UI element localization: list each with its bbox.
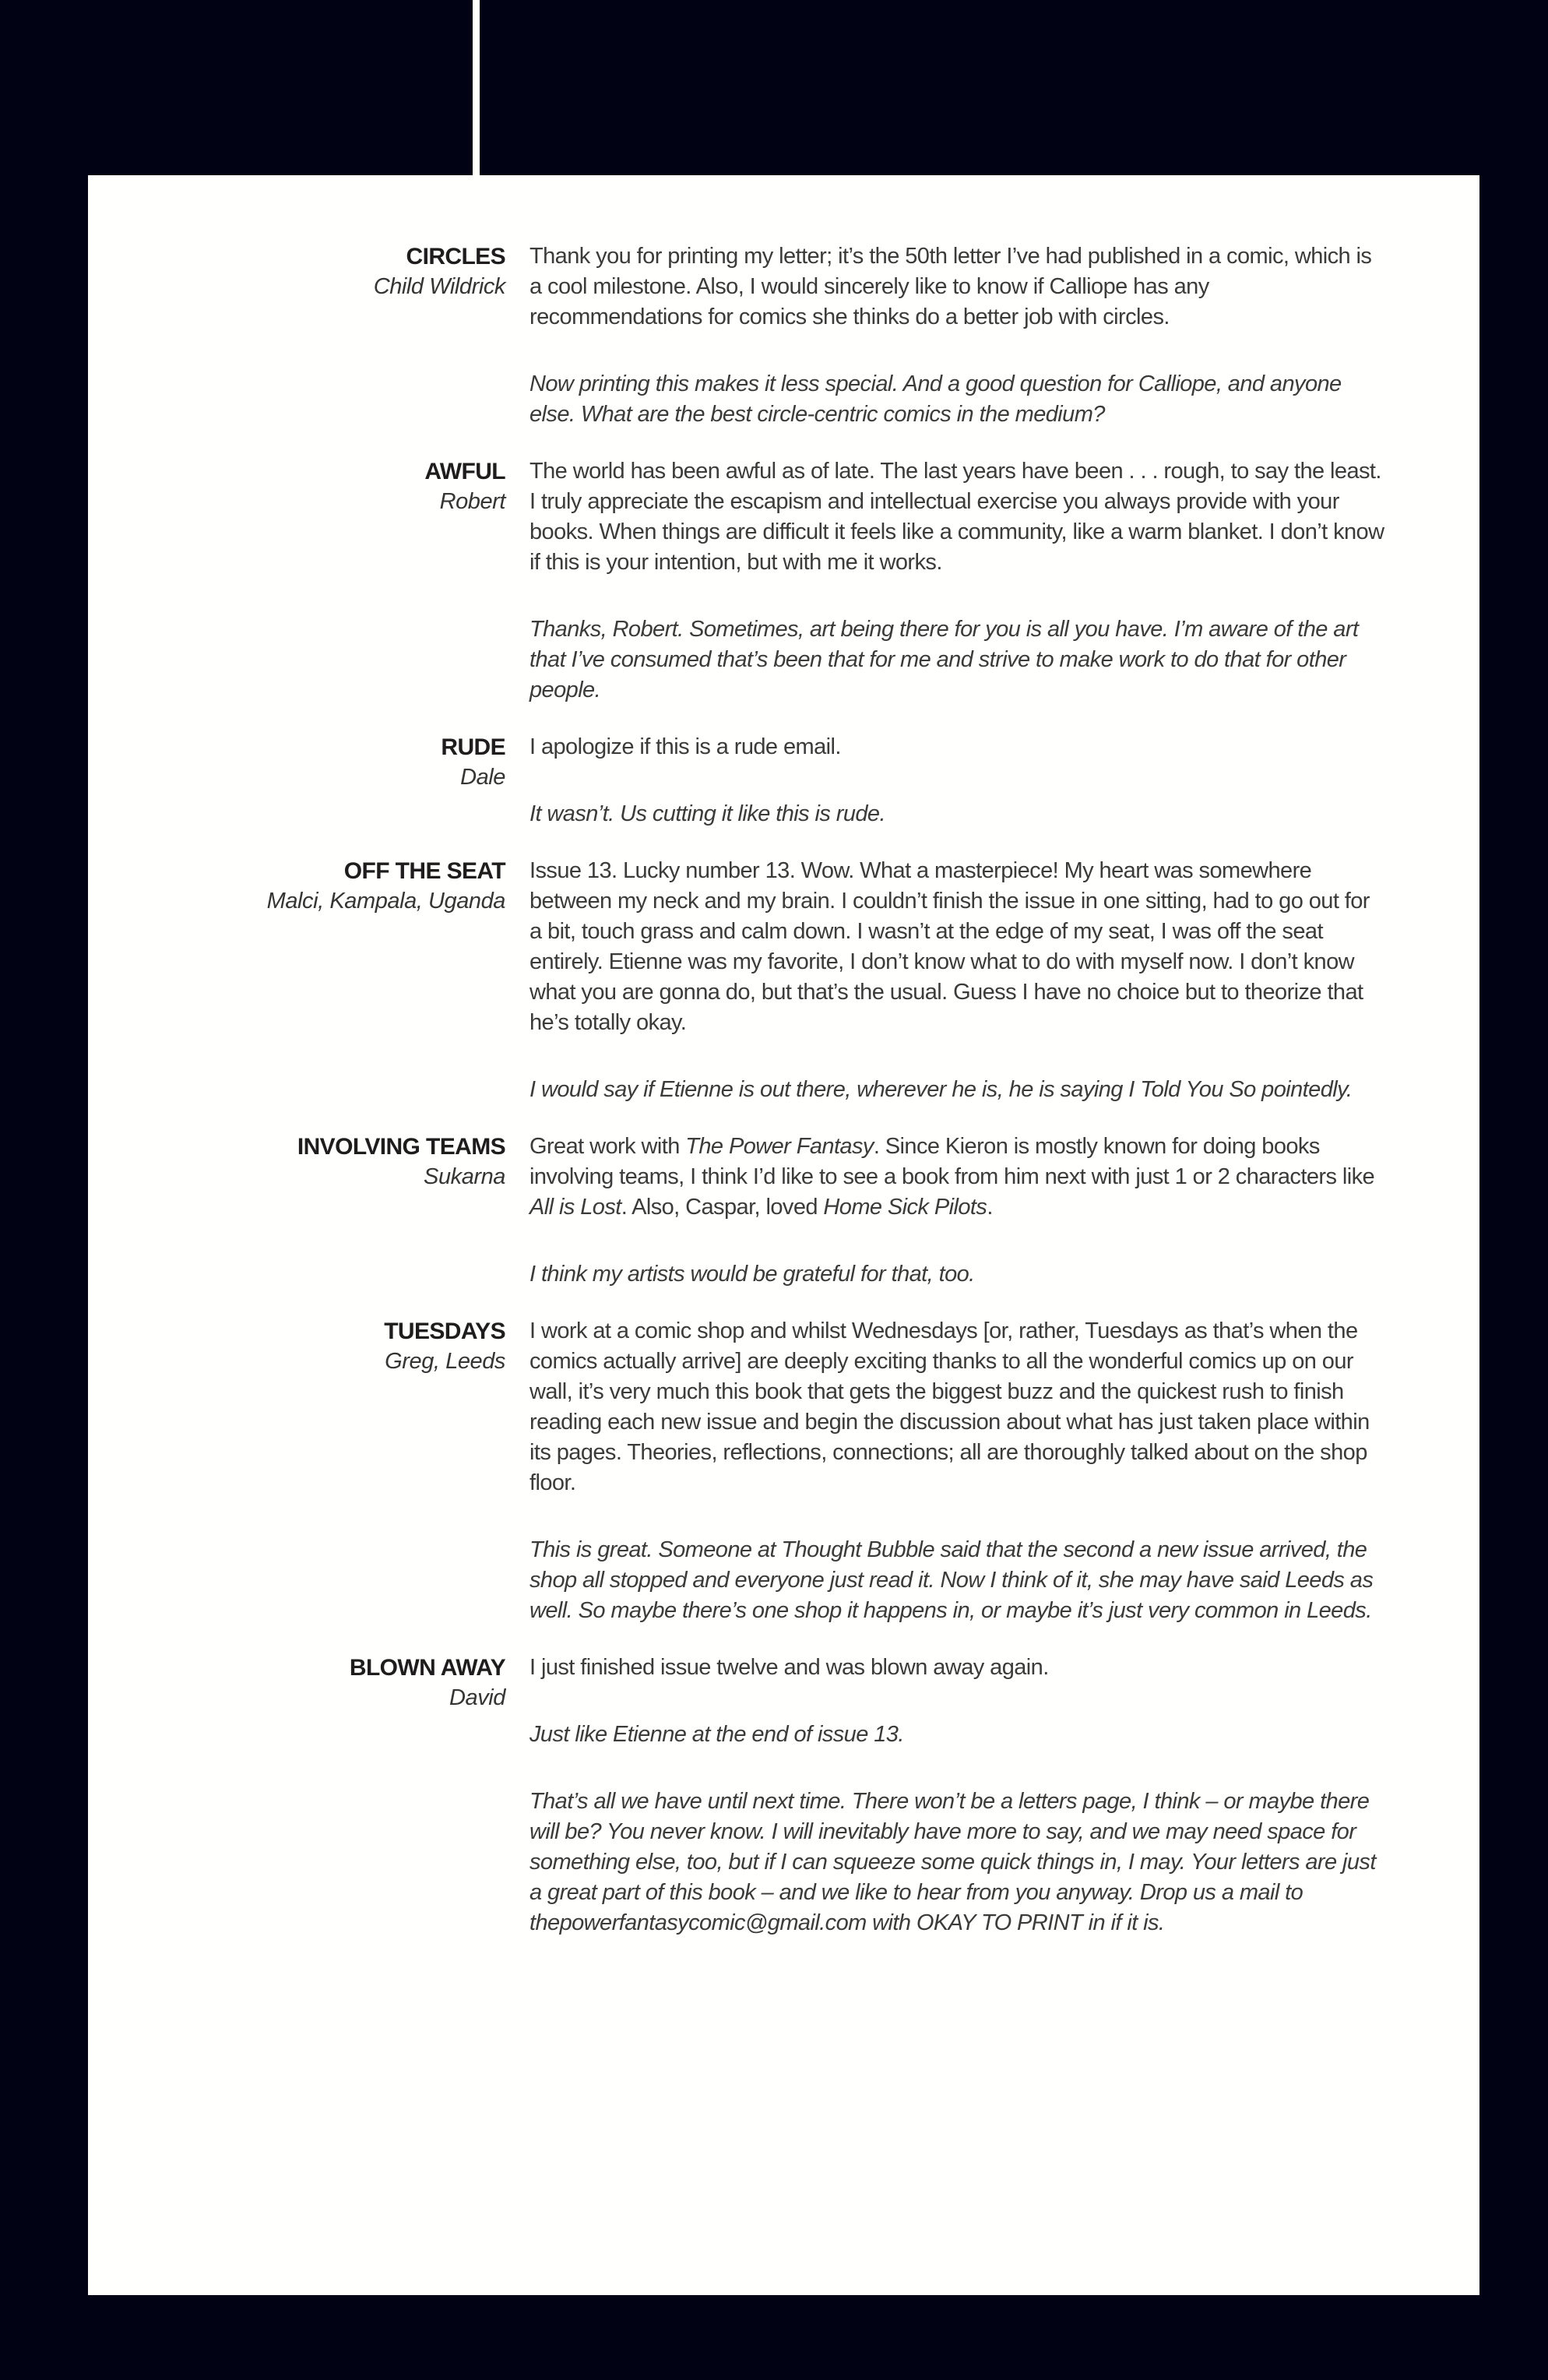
section-head <box>88 856 505 1105</box>
letter-paragraph: I work at a comic shop and whilst Wednesdays [or, rather, Tuesdays as that’s when the comics actually arrive] are deeply exciting thanks to all the wonderful comics up on our wall, it’s very much this book that gets the biggest buzz and the quickest rush to finish reading each new issue and begin the discussion about what has just taken place within its pages. Theories, reflections, connections; all are thoroughly talked about on the shop floor. <box>529 1319 1370 1495</box>
letter-paragraph: I just finished issue twelve and was blown away again. <box>529 1655 1049 1680</box>
letter-paragraph: Issue 13. Lucky number 13. Wow. What a masterpiece! My heart was somewhere between my neck and my brain. I couldn’t finish the issue in one sitting, had to go out for a bit, touch grass and calm down. I wasn’t at the edge of my seat, I was off the seat entirely. Etienne was my favorite, I don’t know what to do with myself now. I don’t know what you are gonna do, but that’s the usual. Guess I have no choice but to theorize that he’s totally okay. <box>529 858 1370 1035</box>
section-title: TUESDAYS <box>384 1319 505 1344</box>
section-title: AWFUL <box>424 459 505 484</box>
reply-paragraph: I think my artists would be grateful for that, too. <box>529 1262 975 1287</box>
letter-paragraph: Great work with The Power Fantasy. Since Kieron is mostly known for doing books involving teams, I think I’d like to see a book from him next with just 1 or 2 characters like All is Lost. Also, Caspar, loved Home Sick Pilots. <box>529 1134 1375 1220</box>
section-byline: Greg, Leeds <box>385 1349 505 1374</box>
section-head <box>88 241 505 430</box>
section-body <box>529 1316 1386 1626</box>
section-byline: David <box>449 1685 505 1710</box>
reply-paragraph: I would say if Etienne is out there, wherever he is, he is saying I Told You So pointedly. <box>529 1077 1353 1102</box>
letters-page-paper <box>88 175 1479 2295</box>
letter-section-off-the-seat <box>88 856 1386 1105</box>
letter-section-circles <box>88 241 1386 430</box>
section-body <box>529 732 1386 829</box>
reply-paragraph: Thanks, Robert. Sometimes, art being there for you is all you have. I’m aware of the art that I’ve consumed that’s been that for me and strive to make work to do that for other people. <box>529 617 1359 702</box>
section-byline: Dale <box>460 765 505 790</box>
section-title: BLOWN AWAY <box>349 1655 505 1681</box>
section-title: RUDE <box>441 734 505 760</box>
letter-paragraph: I apologize if this is a rude email. <box>529 734 841 759</box>
section-body <box>529 1132 1386 1290</box>
section-body <box>529 241 1386 430</box>
section-body <box>529 456 1386 706</box>
section-byline: Child Wildrick <box>373 274 505 299</box>
top-divider-line <box>473 0 480 175</box>
reply-paragraph: It wasn’t. Us cutting it like this is rude. <box>529 801 885 826</box>
section-body <box>529 856 1386 1105</box>
section-head <box>88 1316 505 1626</box>
section-head <box>88 456 505 706</box>
reply-paragraph: This is great. Someone at Thought Bubble said that the second a new issue arrived, the shop all stopped and everyone just read it. Now I think of it, she may have said Leeds as well. So maybe there’s one shop it happens in, or maybe it’s just very common in Leeds. <box>529 1537 1374 1623</box>
reply-paragraph: Just like Etienne at the end of issue 13. <box>529 1722 904 1747</box>
letter-section-blown-away <box>88 1653 1386 1938</box>
letter-section-tuesdays <box>88 1316 1386 1626</box>
section-title: CIRCLES <box>406 244 505 269</box>
letter-section-awful <box>88 456 1386 706</box>
section-head <box>88 732 505 829</box>
section-title: INVOLVING TEAMS <box>297 1134 505 1160</box>
letter-section-rude <box>88 732 1386 829</box>
section-head <box>88 1132 505 1290</box>
section-head <box>88 1653 505 1938</box>
section-byline: Robert <box>439 489 505 514</box>
section-body <box>529 1653 1386 1938</box>
section-byline: Malci, Kampala, Uganda <box>266 889 505 914</box>
letter-section-involving-teams <box>88 1132 1386 1290</box>
reply-paragraph: Now printing this makes it less special. And a good question for Calliope, and anyone else. What are the best circle-centric comics in the medium? <box>529 371 1342 427</box>
letter-paragraph: Thank you for printing my letter; it’s the 50th letter I’ve had published in a comic, which is a cool milestone. Also, I would sincerely like to know if Calliope has any recommendations for comics she thinks do a better job with circles. <box>529 244 1372 329</box>
section-byline: Sukarna <box>424 1164 505 1189</box>
closing-paragraph: That’s all we have until next time. There won’t be a letters page, I think – or maybe there will be? You never know. I will inevitably have more to say, and we may need space for something else, too, but if I can squeeze some quick things in, I may. Your letters are just a great part of this book – and we like to hear from you anyway. Drop us a mail to thepowerfantasycomic@gmail.com with OKAY TO PRINT in if it is. <box>529 1789 1376 1935</box>
section-title: OFF THE SEAT <box>343 858 505 884</box>
letter-paragraph: The world has been awful as of late. The last years have been . . . rough, to say the least. I truly appreciate the escapism and intellectual exercise you always provide with your books. When things are difficult it feels like a community, like a warm blanket. I don’t know if this is your intention, but with me it works. <box>529 459 1384 575</box>
